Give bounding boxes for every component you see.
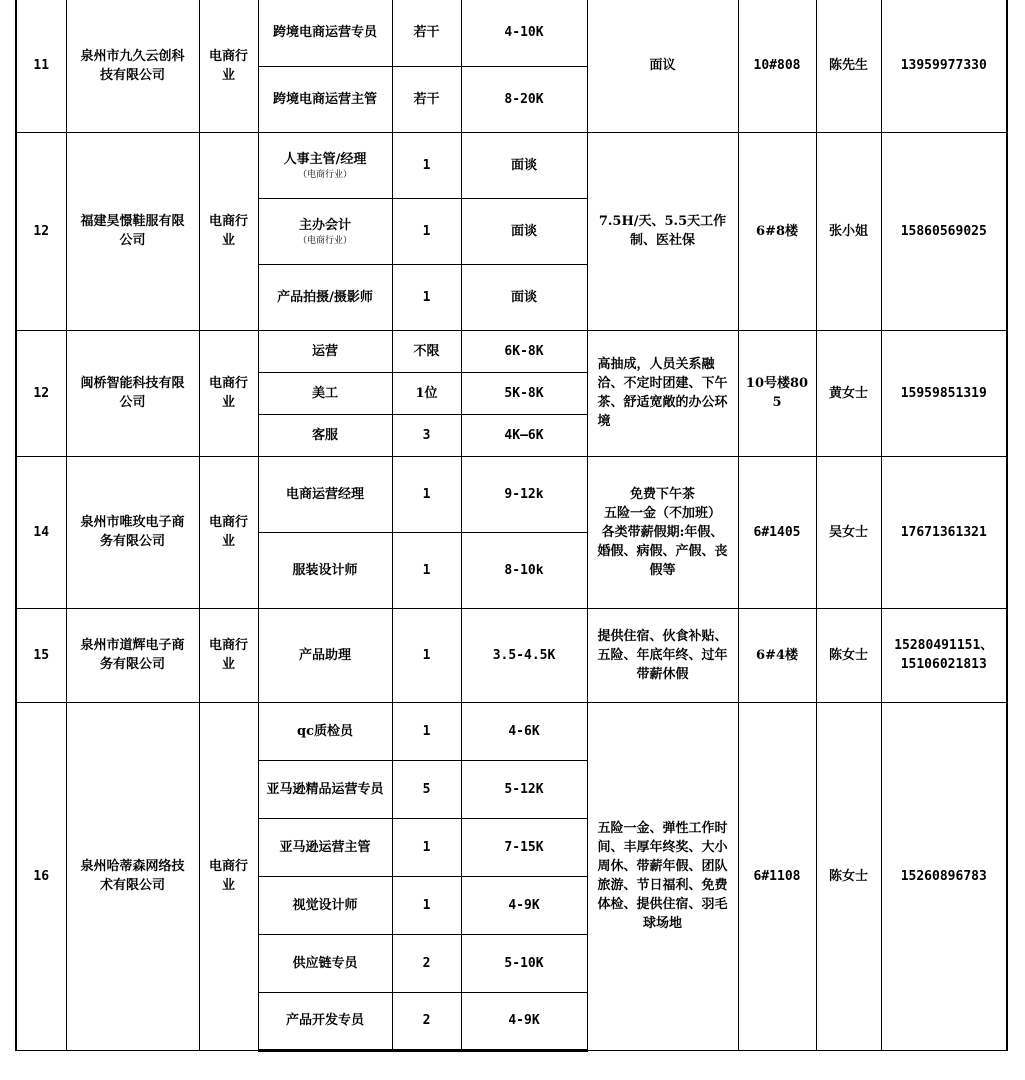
industry: 电商行业 [199, 702, 258, 1050]
job-salary: 9-12k [461, 456, 587, 532]
benefits: 高抽成，人员关系融洽、不定时团建、下午茶、舒适宽敞的办公环境 [587, 330, 738, 456]
job-count: 1 [392, 132, 461, 198]
job-count: 若干 [392, 0, 461, 66]
benefits [587, 456, 738, 608]
job-title-note: （电商行业） [297, 235, 352, 246]
company-name: 泉州市唯玫电子商务有限公司 [66, 456, 199, 608]
job-count: 1 [392, 818, 461, 876]
address: 10#808 [738, 0, 816, 132]
job-count: 2 [392, 934, 461, 992]
company-name: 福建昊憬鞋服有限公司 [66, 132, 199, 330]
company-name: 泉州市九久云创科技有限公司 [66, 0, 199, 132]
industry: 电商行业 [199, 608, 258, 702]
phone: 17671361321 [881, 456, 1007, 608]
job-title: 产品开发专员 [258, 992, 392, 1050]
job-title: 电商运营经理 [258, 456, 392, 532]
job-title: 跨境电商运营专员 [258, 0, 392, 66]
phone: 15959851319 [881, 330, 1007, 456]
job-title: 产品拍摄/摄影师 [258, 264, 392, 330]
row-number: 15 [16, 608, 66, 702]
benefits: 面议 [587, 0, 738, 132]
job-title: 亚马逊运营主管 [258, 818, 392, 876]
contact-person: 陈先生 [816, 0, 881, 132]
industry: 电商行业 [199, 0, 258, 132]
contact-person: 黄女士 [816, 330, 881, 456]
job-salary: 4-9K [461, 876, 587, 934]
job-count: 2 [392, 992, 461, 1050]
job-title: 人事主管/经理 [283, 151, 367, 167]
row-number: 11 [16, 0, 66, 132]
row-number: 12 [16, 330, 66, 456]
job-salary: 4K—6K [461, 414, 587, 456]
benefits-line: 免费下午茶 [629, 486, 695, 502]
job-count: 3 [392, 414, 461, 456]
job-count: 1 [392, 702, 461, 760]
table-row [16, 702, 1007, 760]
job-count: 1 [392, 456, 461, 532]
phone: 15860569025 [881, 132, 1007, 330]
job-title: 美工 [258, 372, 392, 414]
benefits-line: 各类带薪假期:年假、婚假、病假、产假、丧假等 [597, 524, 728, 578]
job-salary: 面谈 [461, 132, 587, 198]
job-title-note: （电商行业） [297, 169, 352, 180]
job-salary: 4-10K [461, 0, 587, 66]
benefits: 五险一金、弹性工作时间、丰厚年终奖、大小周休、带薪年假、团队旅游、节日福利、免费体检、提供住宿、羽毛球场地 [587, 702, 738, 1050]
job-salary: 5-10K [461, 934, 587, 992]
table-row [16, 132, 1007, 198]
job-count: 5 [392, 760, 461, 818]
job-title: 供应链专员 [258, 934, 392, 992]
job-title: 亚马逊精品运营专员 [258, 760, 392, 818]
job-count: 1 [392, 608, 461, 702]
job-salary: 7-15K [461, 818, 587, 876]
job-count: 1 [392, 264, 461, 330]
row-number: 16 [16, 702, 66, 1050]
industry: 电商行业 [199, 456, 258, 608]
job-title: 视觉设计师 [258, 876, 392, 934]
job-salary: 3.5-4.5K [461, 608, 587, 702]
address: 6#1108 [738, 702, 816, 1050]
contact-person: 张小姐 [816, 132, 881, 330]
job-salary: 面谈 [461, 264, 587, 330]
job-title-cell [258, 132, 392, 198]
job-salary: 4-6K [461, 702, 587, 760]
job-count: 若干 [392, 66, 461, 132]
job-title: qc质检员 [258, 702, 392, 760]
phone-line: 15106021813 [900, 657, 987, 672]
table-row [16, 0, 1007, 66]
job-salary: 4-9K [461, 992, 587, 1050]
address: 6#8楼 [738, 132, 816, 330]
table-row [16, 456, 1007, 532]
job-title: 客服 [258, 414, 392, 456]
address: 6#4楼 [738, 608, 816, 702]
job-title: 跨境电商运营主管 [258, 66, 392, 132]
job-count: 1 [392, 198, 461, 264]
phone-line: 15280491151、 [894, 638, 994, 653]
job-listing-table [15, 0, 1008, 1052]
job-salary: 5K-8K [461, 372, 587, 414]
job-title: 运营 [258, 330, 392, 372]
benefits: 提供住宿、伙食补贴、五险、年底年终、过年带薪休假 [587, 608, 738, 702]
address: 6#1405 [738, 456, 816, 608]
phone [881, 608, 1007, 702]
job-count: 不限 [392, 330, 461, 372]
row-number: 12 [16, 132, 66, 330]
job-title: 主办会计 [298, 217, 351, 233]
table-row [16, 608, 1007, 702]
contact-person: 陈女士 [816, 608, 881, 702]
company-name: 泉州市道辉电子商务有限公司 [66, 608, 199, 702]
job-title: 产品助理 [258, 608, 392, 702]
job-count: 1 [392, 532, 461, 608]
job-title: 服装设计师 [258, 532, 392, 608]
benefits-line: 五险一金（不加班） [603, 505, 721, 521]
phone: 13959977330 [881, 0, 1007, 132]
industry: 电商行业 [199, 132, 258, 330]
job-title-cell [258, 198, 392, 264]
job-salary: 8-20K [461, 66, 587, 132]
table-row [16, 330, 1007, 372]
contact-person: 吴女士 [816, 456, 881, 608]
address: 10号楼805 [738, 330, 816, 456]
row-number: 14 [16, 456, 66, 608]
job-salary: 8-10k [461, 532, 587, 608]
job-count: 1 [392, 876, 461, 934]
company-name: 闽桥智能科技有限公司 [66, 330, 199, 456]
phone: 15260896783 [881, 702, 1007, 1050]
job-count: 1位 [392, 372, 461, 414]
industry: 电商行业 [199, 330, 258, 456]
company-name: 泉州哈蒂森网络技术有限公司 [66, 702, 199, 1050]
job-salary: 6K-8K [461, 330, 587, 372]
job-salary: 5-12K [461, 760, 587, 818]
benefits: 7.5H/天、5.5天工作制、医社保 [587, 132, 738, 330]
job-salary: 面谈 [461, 198, 587, 264]
contact-person: 陈女士 [816, 702, 881, 1050]
